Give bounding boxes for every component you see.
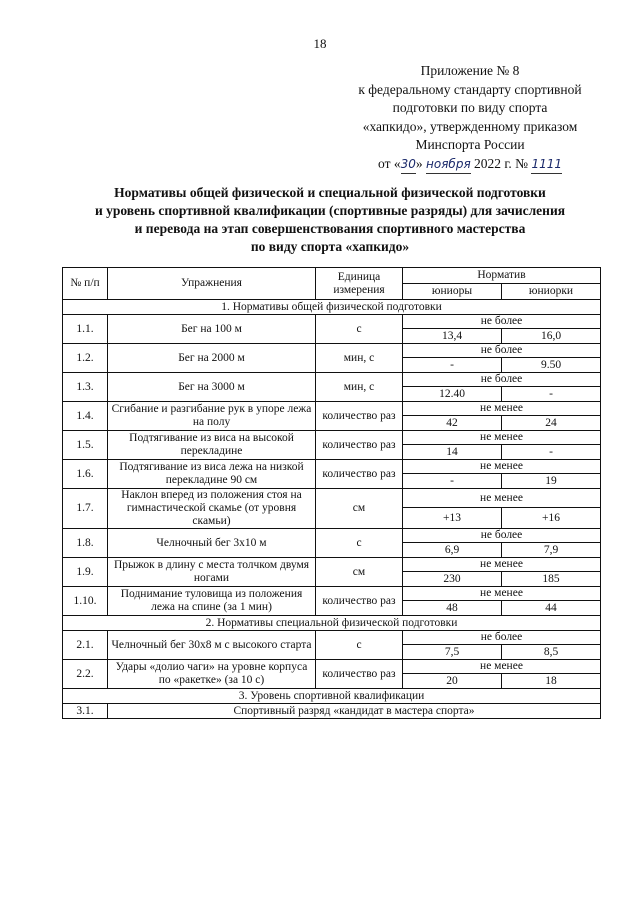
order-mid: »	[415, 155, 427, 171]
unit-cell: см	[316, 558, 403, 587]
value-juniors-female: +16	[502, 508, 601, 529]
row-number: 1.6.	[63, 460, 108, 489]
table-row	[63, 489, 601, 508]
header-norm: Норматив	[403, 268, 601, 284]
unit-cell: мин, с	[316, 344, 403, 373]
header-exercise: Упражнения	[108, 268, 316, 300]
unit-cell: с	[316, 529, 403, 558]
section-row	[63, 689, 601, 704]
title-line-2: и уровень спортивной квалификации (спортивные разряды) для зачисления	[94, 203, 566, 218]
row-number: 1.9.	[63, 558, 108, 587]
table-row	[63, 373, 601, 387]
final-row	[63, 704, 601, 719]
unit-cell: см	[316, 489, 403, 529]
row-number: 1.1.	[63, 315, 108, 344]
unit-cell: с	[316, 315, 403, 344]
appendix-line-3: подготовки по виду спорта	[392, 100, 548, 115]
norm-condition: не более	[403, 315, 601, 329]
norm-condition: не более	[403, 344, 601, 358]
title-line-1: Нормативы общей физической и специальной физической подготовки	[114, 185, 546, 200]
value-juniors-female: 185	[502, 572, 601, 587]
appendix-header	[330, 62, 610, 174]
value-juniors-male: -	[403, 358, 502, 373]
table-row	[63, 344, 601, 358]
order-prefix: от «	[378, 155, 401, 171]
norm-condition: не менее	[403, 558, 601, 572]
value-juniors-male: +13	[403, 508, 502, 529]
document-title	[60, 184, 600, 256]
page-number: 18	[313, 36, 327, 51]
norm-condition: не более	[403, 529, 601, 543]
norm-condition: не более	[403, 631, 601, 645]
row-number: 1.4.	[63, 402, 108, 431]
appendix-line-4: «хапкидо», утвержденному приказом	[362, 118, 578, 134]
norm-condition: не менее	[403, 587, 601, 601]
row-number: 1.5.	[63, 431, 108, 460]
row-number: 1.3.	[63, 373, 108, 402]
exercise-name: Бег на 2000 м	[108, 344, 316, 373]
section-row	[63, 616, 601, 631]
value-juniors-male: 42	[403, 416, 502, 431]
value-juniors-male: 12.40	[403, 387, 502, 402]
header-unit: Единица измерения	[316, 268, 403, 300]
header-juniors-female: юниорки	[502, 284, 601, 300]
norms-table	[62, 267, 601, 719]
value-juniors-female: 24	[502, 416, 601, 431]
exercise-name: Челночный бег 30х8 м с высокого старта	[108, 631, 316, 660]
table-row	[63, 558, 601, 572]
section-title: 3. Уровень спортивной квалификации	[63, 689, 601, 704]
exercise-name: Челночный бег 3х10 м	[108, 529, 316, 558]
order-day: 30	[401, 155, 416, 175]
value-juniors-female: 9.50	[502, 358, 601, 373]
exercise-name: Подтягивание из виса лежа на низкой перекладине 90 см	[108, 460, 316, 489]
unit-cell: мин, с	[316, 373, 403, 402]
table-row	[63, 431, 601, 445]
row-number: 1.2.	[63, 344, 108, 373]
order-month: ноября	[426, 155, 471, 175]
title-line-3: и перевода на этап совершенствования спортивного мастерства	[134, 221, 526, 236]
norm-condition: не менее	[403, 402, 601, 416]
appendix-line-5: Минспорта России	[415, 137, 525, 152]
value-juniors-male: -	[403, 474, 502, 489]
value-juniors-female: -	[502, 387, 601, 402]
exercise-name: Подтягивание из виса на высокой перекладине	[108, 431, 316, 460]
value-juniors-male: 6,9	[403, 543, 502, 558]
section-row	[63, 300, 601, 315]
order-number: 1111	[531, 155, 562, 175]
appendix-line-2: к федеральному стандарту спортивной	[358, 81, 582, 97]
section-title: 1. Нормативы общей физической подготовки	[63, 300, 601, 315]
value-juniors-female: 16,0	[502, 329, 601, 344]
table-row	[63, 402, 601, 416]
row-number: 2.2.	[63, 660, 108, 689]
header-juniors-male: юниоры	[403, 284, 502, 300]
table-row	[63, 660, 601, 674]
exercise-name: Прыжок в длину с места толчком двумя ногами	[108, 558, 316, 587]
norm-condition: не менее	[403, 431, 601, 445]
value-juniors-female: 7,9	[502, 543, 601, 558]
value-juniors-female: 19	[502, 474, 601, 489]
norm-condition: не более	[403, 373, 601, 387]
final-row-text: Спортивный разряд «кандидат в мастера спорта»	[108, 704, 601, 719]
value-juniors-female: 44	[502, 601, 601, 616]
value-juniors-male: 230	[403, 572, 502, 587]
exercise-name: Поднимание туловища из положения лежа на спине (за 1 мин)	[108, 587, 316, 616]
table-row	[63, 587, 601, 601]
value-juniors-female: 18	[502, 674, 601, 689]
row-number: 1.8.	[63, 529, 108, 558]
unit-cell: количество раз	[316, 660, 403, 689]
value-juniors-male: 48	[403, 601, 502, 616]
norm-condition: не менее	[403, 660, 601, 674]
exercise-name: Удары «долио чаги» на уровне корпуса по «ракетке» (за 10 с)	[108, 660, 316, 689]
order-year: 2022 г. №	[470, 155, 532, 171]
unit-cell: количество раз	[316, 402, 403, 431]
order-line	[330, 155, 610, 175]
norm-condition: не менее	[403, 460, 601, 474]
value-juniors-male: 14	[403, 445, 502, 460]
unit-cell: с	[316, 631, 403, 660]
table-body	[63, 300, 601, 719]
table-row	[63, 631, 601, 645]
section-title: 2. Нормативы специальной физической подготовки	[63, 616, 601, 631]
value-juniors-male: 20	[403, 674, 502, 689]
value-juniors-male: 7,5	[403, 645, 502, 660]
unit-cell: количество раз	[316, 460, 403, 489]
table-row	[63, 315, 601, 329]
header-num: № п/п	[63, 268, 108, 300]
exercise-name: Наклон вперед из положения стоя на гимнастической скамье (от уровня скамьи)	[108, 489, 316, 529]
row-number: 2.1.	[63, 631, 108, 660]
row-number: 1.10.	[63, 587, 108, 616]
unit-cell: количество раз	[316, 587, 403, 616]
exercise-name: Бег на 100 м	[108, 315, 316, 344]
table-row	[63, 460, 601, 474]
unit-cell: количество раз	[316, 431, 403, 460]
row-number: 1.7.	[63, 489, 108, 529]
value-juniors-female: -	[502, 445, 601, 460]
appendix-line-1: Приложение № 8	[420, 63, 520, 78]
value-juniors-male: 13,4	[403, 329, 502, 344]
exercise-name: Бег на 3000 м	[108, 373, 316, 402]
final-row-number: 3.1.	[63, 704, 108, 719]
exercise-name: Сгибание и разгибание рук в упоре лежа на полу	[108, 402, 316, 431]
table-row	[63, 529, 601, 543]
value-juniors-female: 8,5	[502, 645, 601, 660]
title-line-4: по виду спорта «хапкидо»	[250, 239, 410, 254]
norm-condition: не менее	[403, 489, 601, 508]
